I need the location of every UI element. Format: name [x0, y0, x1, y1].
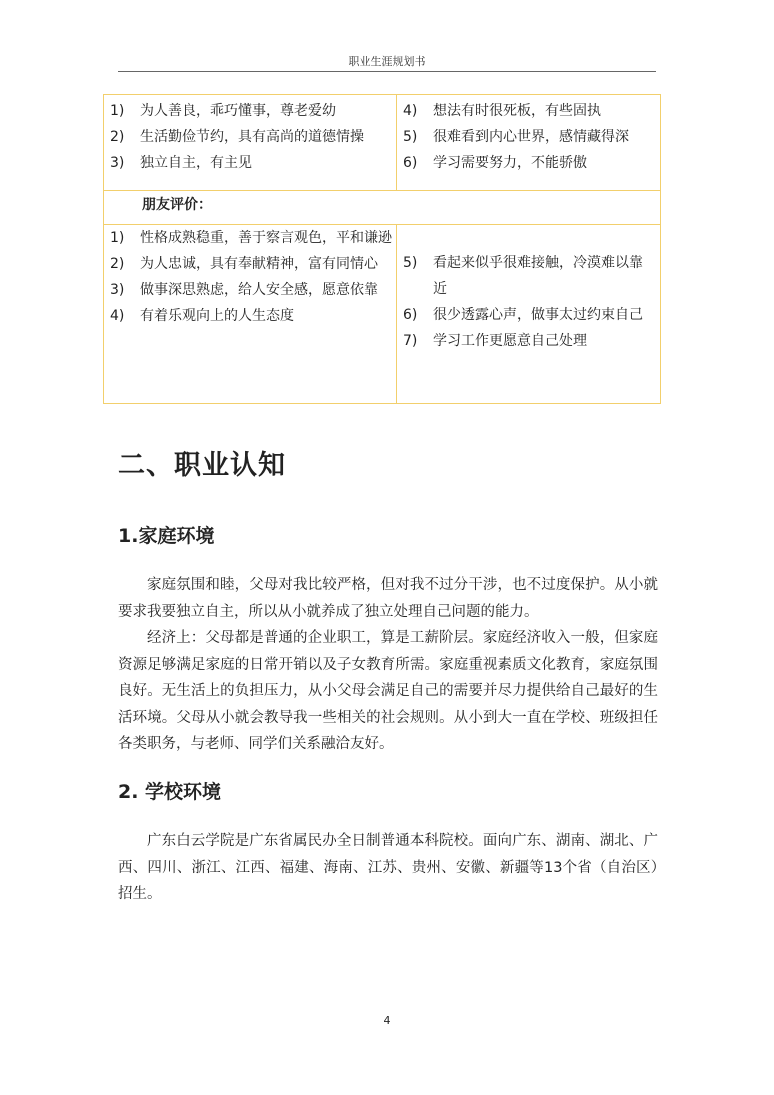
page-number: 4: [383, 1014, 391, 1027]
list-item-text: 为人忠诚，具有奉献精神，富有同情心: [140, 256, 378, 272]
section-title: 二、职业认知: [118, 450, 286, 481]
list-item: [110, 124, 392, 150]
friends-eval-strengths-cell: [104, 225, 397, 404]
self-eval-weaknesses-list: [397, 98, 660, 176]
friends-eval-title: 朋友评价：: [142, 197, 212, 213]
list-item-number: 6): [403, 307, 418, 323]
school-paragraph-1: 广东白云学院是广东省属民办全日制普通本科院校。面向广东、湖南、湖北、广西、四川、浙江、江西、福建、海南、江苏、贵州、安徽、新疆等13个省（自治区）招生。: [118, 833, 658, 902]
friends-eval-weaknesses-list: [397, 250, 660, 354]
list-item-text: 有着乐观向上的人生态度: [140, 308, 294, 324]
list-item: [403, 302, 656, 328]
list-item-number: 6): [403, 155, 418, 171]
friends-title-row: [104, 191, 661, 225]
list-item-text: 独立自主，有主见: [140, 155, 252, 171]
list-item-number: 3): [110, 282, 125, 298]
list-item: [110, 98, 392, 124]
list-item: [110, 150, 392, 176]
list-item-text: 想法有时很死板，有些固执: [433, 103, 601, 119]
list-item-number: 2): [110, 129, 125, 145]
friends-eval-strengths-list: [104, 225, 396, 329]
list-item: [110, 225, 392, 251]
list-item-number: 5): [403, 255, 418, 271]
friends-eval-row: [104, 225, 661, 404]
list-item: [110, 277, 392, 303]
family-env-title: 1.家庭环境: [118, 525, 215, 547]
list-item: [403, 124, 656, 150]
friends-title-cell: [104, 191, 661, 225]
list-item: [403, 328, 656, 354]
list-item: [403, 98, 656, 124]
school-env-title: 2. 学校环境: [118, 781, 222, 803]
list-item-text: 做事深思熟虑，给人安全感，愿意依靠: [140, 282, 378, 298]
list-item-text: 很少透露心声，做事太过约束自己: [433, 307, 643, 323]
list-item-text: 学习工作更愿意自己处理: [433, 333, 587, 349]
list-item-text: 为人善良，乖巧懂事，尊老爱幼: [140, 103, 336, 119]
list-item-number: 5): [403, 129, 418, 145]
family-paragraph-2: 经济上：父母都是普通的企业职工，算是工薪阶层。家庭经济收入一般，但家庭资源足够满足家庭的日常开销以及子女教育所需。家庭重视素质文化教育，家庭氛围良好。无生活上的负担压力，从小父母会满足自己的需要并尽力提供给自己最好的生活环境。父母从小就会教导我一些相关的社会规则。从小到大一直在学校、班级担任各类职务，与老师、同学们关系融洽友好。: [118, 630, 658, 752]
header-rule: [118, 71, 656, 72]
list-item-text: 看起来似乎很难接触，冷漠难以靠近: [433, 255, 643, 297]
list-item: [110, 251, 392, 277]
list-item: [403, 250, 656, 302]
list-item-text: 性格成熟稳重，善于察言观色，平和谦逊: [140, 230, 392, 246]
list-item-text: 学习需要努力，不能骄傲: [433, 155, 587, 171]
self-eval-weaknesses-cell: [397, 95, 661, 191]
page-header-title: 职业生涯规划书: [348, 55, 426, 68]
list-item-number: 7): [403, 333, 418, 349]
list-item-number: 1): [110, 230, 125, 246]
list-item: [110, 303, 392, 329]
list-item-number: 2): [110, 256, 125, 272]
list-item-text: 很难看到内心世界，感情藏得深: [433, 129, 629, 145]
list-item-text: 生活勤俭节约，具有高尚的道德情操: [140, 129, 364, 145]
list-item-number: 1): [110, 103, 125, 119]
list-item-number: 4): [110, 308, 125, 324]
friends-eval-weaknesses-cell: [397, 225, 661, 404]
self-eval-strengths-cell: [104, 95, 397, 191]
list-item-number: 3): [110, 155, 125, 171]
evaluation-table: [103, 94, 661, 404]
list-item-number: 4): [403, 103, 418, 119]
self-eval-row: [104, 95, 661, 191]
self-eval-strengths-list: [104, 98, 396, 176]
family-paragraph-1: 家庭氛围和睦，父母对我比较严格，但对我不过分干涉，也不过度保护。从小就要求我要独立自主，所以从小就养成了独立处理自己问题的能力。: [118, 577, 658, 620]
list-item: [403, 150, 656, 176]
